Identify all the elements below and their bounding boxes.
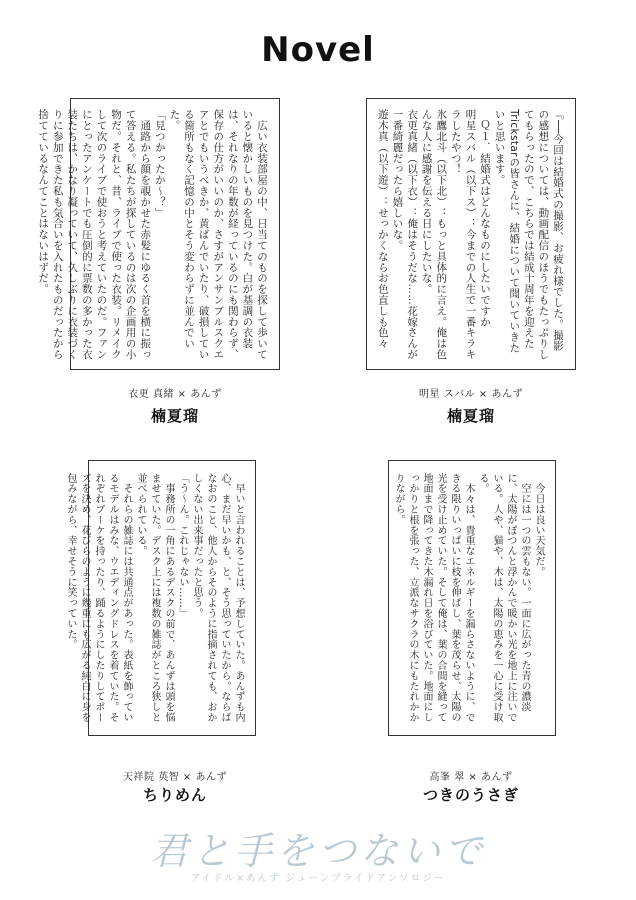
story-panel-2 <box>366 98 576 370</box>
story-pairing: 高峯 翠 × あんず <box>429 772 513 783</box>
story-pairing: 明星 スバル × あんず <box>419 389 523 400</box>
story-author: ちりめん <box>142 786 207 804</box>
story-panel-1 <box>37 98 280 370</box>
story-text: 早いと言われることは、予想していた。あんずも内心、まだ早いかも、と、そう思っていたから。ならばなおのこと、他人からそのように指摘されても、おかしくない出来事だったと思う。 「う〜ん。これじゃない……」 事務所の一角にあるデスクの前で、あんずは頭を悩ませていた。デスク上には複数の雑誌がところ狭しと並べられている。 それらの雑誌には共通点があった。表紙を飾っているモデルはみな、ウエディングドレスを着ていた。それぞれブーケを持ったり、踊るようにしたりしてポーズを決め、花びらのように幾重にも広がる純白に身を包みながら、幸せそうに笑っていた。 <box>65 473 244 723</box>
anthology-logo: 君と手をつないで <box>149 829 486 873</box>
anthology-subtitle: アイドル×あんず ジューンブライドアンソロジー <box>190 873 446 884</box>
story-author: 楠夏瑠 <box>150 407 199 425</box>
story-pairing: 天祥院 英智 × あんず <box>123 772 227 783</box>
story-panel-3 <box>65 460 256 736</box>
story-panel-4 <box>388 460 556 736</box>
story-author: つきのうさぎ <box>422 786 519 804</box>
story-pairing: 衣更 真緒 × あんず <box>128 389 222 400</box>
story-text: 今日は良い天気だ。 空には一つの雲もない。一面に広がった青の濃淡に、太陽がぽつんと浮かんで暖かい光を地上に注いでいる。人や、猫や、木は、太陽の恵みを一心に受け取る。 木々は、貴重なエネルギーを漏らさないように、できる限りいっぱいに枝を伸ばし、葉を茂らせ、太陽の光を受け止めていた。そして俺は、葉の合間を縫って地面まで降ってきた木漏れ日を浴びていた。地面にしっかりと根を張った、立派なサクラの木にもたれかかりながら。 <box>393 473 544 723</box>
story-author: 楠夏瑠 <box>446 407 495 425</box>
page-title: Novel <box>261 30 375 70</box>
story-text: 広い衣装部屋の中、日当てのものを探して歩いていると懐かしいものを見つけた。白が基調の衣装は、それなりの年数が経っているのにも関わらず、保存の仕方がいいのか、さすがアンサンブルスクエアとでもいうべきか、黄ばんでいたり、破損している箇所もなく記憶の中とそう変わらずに並んでいた。 「見つかったか〜？」 通路から顔を覗かせた赤髪にゆるく首を横に振って答える。私たちが探しているのは次の企画用の小物だ。それと、昔、ライブで使った衣装。リメイクして次のライブで使おうと考えていたのだ。ファンにとったアンケートでも圧倒的に票数の多かった衣装たちは、かなり凝っていて、久しぶりに衣装づくりに参加できた私も気合いを入れたものだったから捨てているなんてことはないはずだ。 <box>37 109 268 360</box>
story-text: 『──今回は結婚式の撮影、お疲れ様でした。撮影の感想については、動画配信のほうでもたっぷりしてもらったので、こちらでは結成十周年を迎えたTrickstarの皆さんに、結婚について聞いていきたいと思います。 Ｑ１．結婚式はどんなものにしたいですか 明星スバル（以下ス）：今までの人生で一番キラキラしたやつ！ 氷鷹北斗（以下北）：もっと具体的に言え。俺は色んな人に感謝を伝える日にしたいな。 衣更真緒（以下衣）：俺はそうだな……花嫁さんが一番綺麗だったら嬉しいな。 遊木真（以下遊）：せっかくならお色直しも色々 <box>376 109 564 360</box>
